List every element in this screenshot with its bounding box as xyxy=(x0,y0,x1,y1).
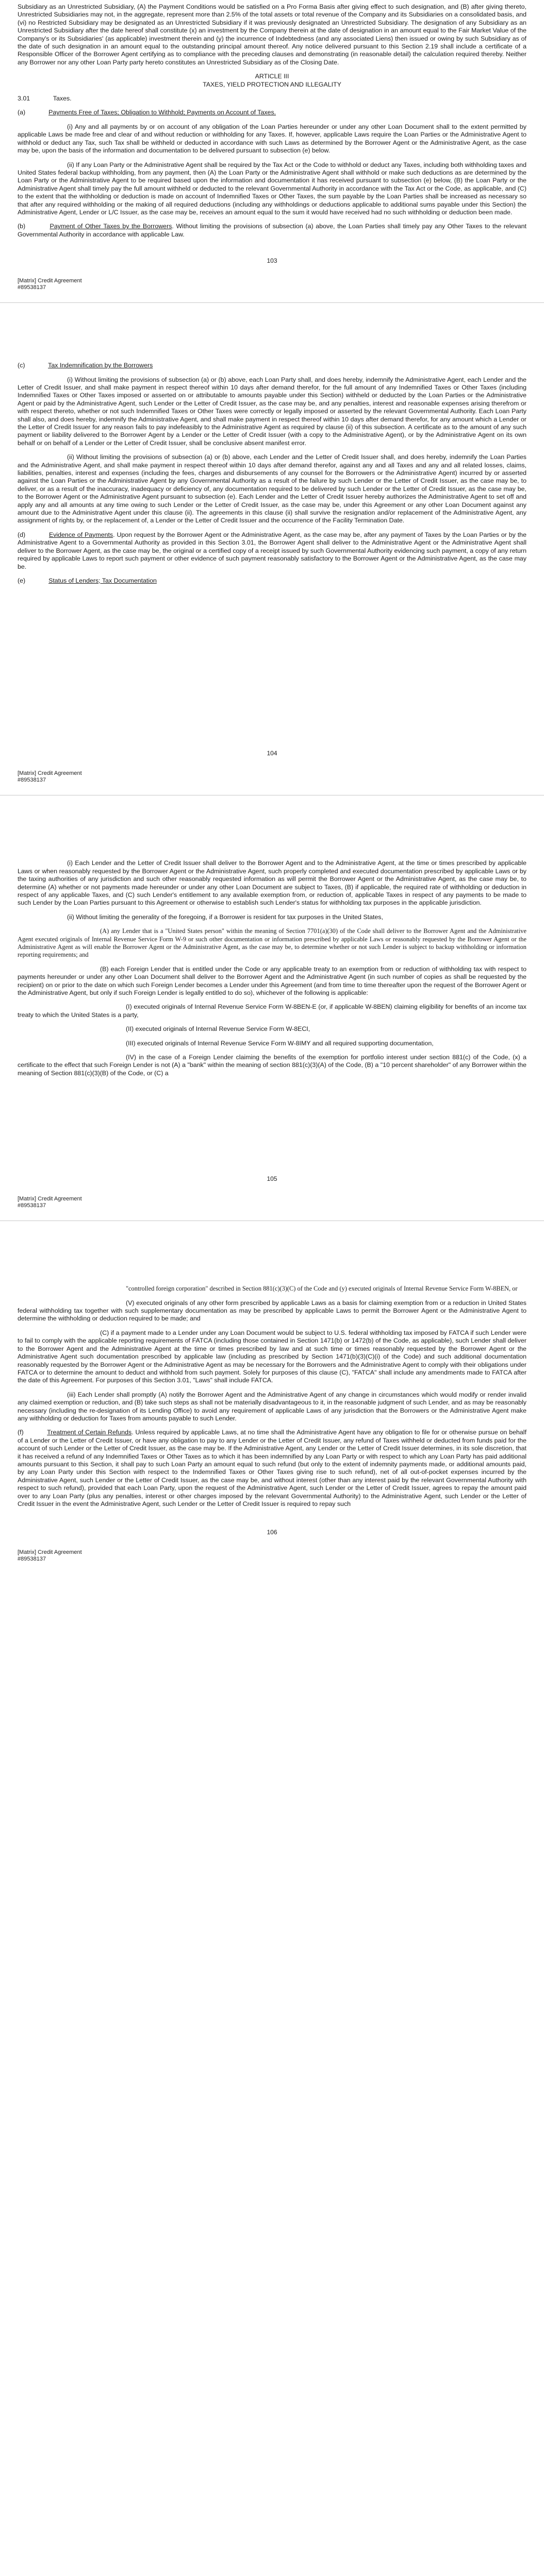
clause-e-ii-c: (C) if a payment made to a Lender under any Loan Document would be subject to U.S. federal withholding tax imposed by FATCA if such Lender were to fail to comply with the applicable reporting requirements of FATCA (including those contained in Section 1471(b) or 1472(b) of the Code, as applicable), such Lender shall deliver to the Borrower Agent and the Administrative Agent at the time or times prescribed by law and at such time or times reasonably requested by the Borrower Agent or the Administrative Agent such documentation prescribed by applicable law (including as prescribed by Section 1471(b)(3)(C)(i) of the Code) and such additional documentation reasonably requested by the Borrower Agent or the Administrative Agent as may be necessary for the Borrowers and the Administrative Agent to comply with their obligations under FATCA or to determine the amount to deduct and withhold from such payment. Solely for purposes of this clause (C), "FATCA" shall include any amendments made to FATCA after the date of this Agreement. For purposes of this Section 3.01, "Laws" shall include FATCA. xyxy=(18,1329,526,1384)
page-break xyxy=(0,302,544,303)
subsection-d-text: . Upon request by the Borrower Agent or the Administrative Agent, as the case may be, after any payment of Taxes by the Loan Parties or by the Administrative Agent to a Governmental Authority as provided in this Section 3.01, the Borrower Agent shall deliver to the Administrative Agent or the Administrative Agent shall deliver to the Borrower Agent, as the case may be, the original or a certified copy of a receipt issued by such Governmental Authority evidencing such payment, a copy of any return required by applicable Laws to report such payment or other evidence of such payment reasonably satisfactory to the Borrower Agent or the Administrative Agent, as the case may be. xyxy=(18,531,526,570)
subsection-d xyxy=(18,531,526,571)
subsection-f-text: . Unless required by applicable Laws, at no time shall the Administrative Agent have any obligation to file for or otherwise pursue on behalf of a Lender or the Letter of Credit Issuer, or have any obligation to pay to any Lender or the Letter of Credit Issuer, any refund of Taxes withheld or deducted from funds paid for the account of such Lender or the Letter of Credit Issuer, as the case may be. If the Administrative Agent, any Lender or the Letter of Credit Issuer determines, in its sole discretion, that it has received a refund of any Indemnified Taxes or Other Taxes as to which it has been indemnified by any Loan Party or with respect to which any Loan Party has paid additional amounts pursuant to this Section, it shall pay to such Loan Party an amount equal to such refund (but only to the extent of indemnity payments made, or additional amounts paid, by any Loan Party under this Section with respect to the Indemnified Taxes or Other Taxes giving rise to such refund), net of all out-of-pocket expenses incurred by the Administrative Agent, such Lender or the Letter of Credit Issuer, as the case may be, and without interest (other than any interest paid by the relevant Governmental Authority with respect to such refund), provided that each Loan Party, upon the request of the Administrative Agent, such Lender or the Letter of Credit Issuer, agrees to repay the amount paid over to any Loan Party (plus any penalties, interest or other charges imposed by the relevant Governmental Authority) to the Administrative Agent, such Lender or the Letter of Credit Issuer in the event the Administrative Agent, such Lender or the Letter of Credit Issuer is required to repay such xyxy=(18,1429,527,1507)
clause-e-ii: (ii) Without limiting the generality of the foregoing, if a Borrower is resident for tax purposes in the United States, xyxy=(67,913,383,921)
subsection-a-title: Payments Free of Taxes; Obligation to Withhold; Payments on Account of Taxes. xyxy=(48,109,276,116)
page-footer xyxy=(18,1549,526,1563)
subsection-f-title: Treatment of Certain Refunds xyxy=(47,1429,132,1436)
subsection-b-title: Payment of Other Taxes by the Borrowers xyxy=(50,223,172,230)
clause-e-i: (i) Each Lender and the Letter of Credit Issuer shall deliver to the Borrower Agent and to the Administrative Agent, at the time or times prescribed by applicable Laws or when reasonably requested by the Borrower Agent or the Administrative Agent, such properly completed and executed documentation prescribed by applicable Laws or by the taxing authorities of any jurisdiction and such other reasonably requested information as will permit the Borrower Agent or the Administrative Agent, as the case may be, to determine (A) whether or not payments made hereunder or under any other Loan Document are subject to Taxes, (B) if applicable, the required rate of withholding or deduction in respect of any applicable Taxes, and (C) such Lender's entitlement to any available exemption from, or reduction of, applicable Taxes in respect of any payments to be made to such Lender by the Loan Parties pursuant to this Agreement or otherwise to establish such Lender's status for withholding tax purposes in the applicable jurisdiction. xyxy=(18,859,526,907)
subsection-f xyxy=(18,1429,526,1508)
subsection-b xyxy=(18,223,526,239)
article-heading: ARTICLE III xyxy=(255,73,289,80)
subsection-e-title: Status of Lenders; Tax Documentation xyxy=(48,577,157,584)
subsection-a-heading xyxy=(18,109,526,116)
subsection-f-label: (f) xyxy=(18,1429,24,1436)
paragraph-unrestricted-subsidiary: Subsidiary as an Unrestricted Subsidiary, (A) the Payment Conditions would be satisfied on a Pro Forma Basis after giving effect to such designation, and (B) after giving thereto, Unrestricted Subsidiaries may not, in the aggregate, represent more than 2.5% of the total assets or total revenue of the Company and its Subsidiaries on a consolidated basis, and (vi) no Restricted Subsidiary may be designated as an Unrestricted Subsidiary if it was previously designated an Unrestricted Subsidiary. The designation of any Subsidiary as an Unrestricted Subsidiary after the date hereof shall constitute (x) an investment by the Company therein at the date of designation in an amount equal to the Fair Market Value of the Company's or its Subsidiaries' (as applicable) investment therein and (y) the incurrence of Indebtedness (and any associated Liens) then issued or owing by such Subsidiary as of the date of such designation in an amount equal to the outstanding principal amount thereof. Any notice delivered pursuant to this Section 2.19 shall include a certificate of a Responsible Officer of the Borrower Agent certifying as to compliance with the preceding clauses and demonstrating (in reasonable detail) the calculation required thereby. Neither any Borrower nor any other Loan Party party hereto constitutes an Unrestricted Subsidiary as of the Closing Date. xyxy=(18,3,526,66)
clause-e-ii-b-iv-continued: "controlled foreign corporation" described in Section 881(c)(3)(C) of the Code and (y) executed originals of Internal Revenue Service Form W-8BEN, or xyxy=(126,1285,518,1293)
footer-doc-id: #89538137 xyxy=(18,1202,46,1209)
article-title: TAXES, YIELD PROTECTION AND ILLEGALITY xyxy=(203,80,341,88)
page-top-margin xyxy=(18,310,526,362)
page-top-margin xyxy=(18,803,526,859)
footer-doc-title: [Matrix] Credit Agreement xyxy=(18,1549,82,1556)
page-number: 104 xyxy=(267,750,277,757)
clause-e-ii-a: (A) any Lender that is a "United States person" within the meaning of Section 7701(a)(30) of the Code shall deliver to the Borrower Agent and the Administrative Agent executed originals of Internal Revenue Service Form W-9 or such other documentation or information prescribed by applicable Laws or reasonably requested by the Borrower Agent or the Administrative Agent as will enable the Borrower Agent or the Administrative Agent, as the case may be, to determine whether or not such Lender is subject to backup withholding or information reporting requirements; and xyxy=(18,927,526,959)
page-footer xyxy=(18,1196,526,1209)
clause-e-ii-b-iv: (IV) in the case of a Foreign Lender claiming the benefits of the exemption for portfolio interest under section 881(c) of the Code, (x) a certificate to the effect that such Foreign Lender is not (A) a "bank" within the meaning of section 881(c)(3)(A) of the Code, (B) a "10 percent shareholder" of any Borrower within the meaning of Section 881(c)(3)(B) of the Code, or (C) a xyxy=(18,1054,526,1077)
subsection-b-label: (b) xyxy=(18,223,26,230)
clause-e-ii-b-v: (V) executed originals of any other form prescribed by applicable Laws as a basis for claiming exemption from or a reduction in United States federal withholding tax together with such supplementary documentation as may be prescribed by applicable Laws to permit the Borrower Agent or the Administrative Agent to determine the withholding or deduction required to be made; and xyxy=(18,1299,526,1323)
footer-doc-title: [Matrix] Credit Agreement xyxy=(18,278,82,284)
clause-c-i: (i) Without limiting the provisions of subsection (a) or (b) above, each Loan Party shall, and does hereby, indemnify the Administrative Agent, each Lender and the Letter of Credit Issuer, and shall make payment in respect thereof within 10 days after demand therefor, for the full amount of any Indemnified Taxes or Other Taxes (including Indemnified Taxes or Other Taxes imposed or asserted on or attributable to amounts payable under this Section) withheld or deducted by the Loan Parties or the Administrative Agent or paid by the Administrative Agent, such Lender or the Letter of Credit Issuer, as the case may be, and any penalties, interest and reasonable expenses arising therefrom or with respect thereto, whether or not such Indemnified Taxes or Other Taxes were correctly or legally imposed or asserted by the relevant Governmental Authority. Each Loan Party shall also, and does hereby, indemnify the Administrative Agent, and shall make payment in respect thereof within 10 days after demand therefor, for any amount which a Lender or the Letter of Credit Issuer for any reason fails to pay indefeasibly to the Administrative Agent as required by clause (ii) of this subsection. A certificate as to the amount of any such payment or liability delivered to the Borrower Agent by a Lender or the Letter of Credit Issuer (with a copy to the Administrative Agent), or by the Administrative Agent on its own behalf or on behalf of a Lender or the Letter of Credit Issuer, shall be conclusive absent manifest error. xyxy=(18,376,526,447)
clause-e-ii-b-i: (I) executed originals of Internal Revenue Service Form W-8BEN-E (or, if applicable W-8BEN) claiming eligibility for benefits of an income tax treaty to which the United States is a party, xyxy=(18,1003,526,1019)
footer-doc-id: #89538137 xyxy=(18,777,46,784)
page-top-margin xyxy=(18,1228,526,1285)
page-number: 103 xyxy=(267,257,277,265)
footer-doc-title: [Matrix] Credit Agreement xyxy=(18,770,82,777)
subsection-c-heading xyxy=(18,362,526,369)
section-number: 3.01 xyxy=(18,95,30,103)
section-title: Taxes. xyxy=(53,95,72,103)
clause-e-ii-b: (B) each Foreign Lender that is entitled under the Code or any applicable treaty to an exemption from or reduction of withholding tax with respect to payments hereunder or under any other Loan Document shall deliver to the Borrower Agent and the Administrative Agent (in such number of copies as shall be requested by the recipient) on or prior to the date on which such Foreign Lender becomes a Lender under this Agreement (and from time to time thereafter upon the request of the Borrower Agent or the Administrative Agent, but only if such Foreign Lender is legally entitled to do so), whichever of the following is applicable: xyxy=(18,965,526,996)
subsection-c-title: Tax Indemnification by the Borrowers xyxy=(48,362,153,369)
page-footer xyxy=(18,770,526,784)
subsection-d-title: Evidence of Payments xyxy=(48,531,113,538)
clause-e-ii-b-iii: (III) executed originals of Internal Revenue Service Form W-8IMY and all required supporting documentation, xyxy=(126,1039,434,1047)
subsection-a-label: (a) xyxy=(18,109,26,116)
subsection-e-label: (e) xyxy=(18,577,26,584)
subsection-b-text: . Without limiting the provisions of subsection (a) above, the Loan Parties shall timely pay any Other Taxes to the relevant Governmental Authority in accordance with applicable Law. xyxy=(18,223,526,238)
subsection-e-heading xyxy=(18,577,526,585)
subsection-c-label: (c) xyxy=(18,362,25,369)
footer-doc-title: [Matrix] Credit Agreement xyxy=(18,1196,82,1202)
footer-doc-id: #89538137 xyxy=(18,284,46,291)
clause-a-i: (i) Any and all payments by or on account of any obligation of the Loan Parties hereunder or under any other Loan Document shall to the extent permitted by applicable Laws be made free and clear of and without reduction or withholding for any Taxes. If, however, applicable Laws require the Loan Parties or the Administrative Agent to withhold or deduct any Tax, such Tax shall be withheld or deducted in accordance with such Laws as determined by the Borrower Agent or the Administrative Agent, as the case may be, upon the basis of the information and documentation to be delivered pursuant to subsection (e) below. xyxy=(18,123,526,155)
page-footer xyxy=(18,278,526,291)
clause-c-ii: (ii) Without limiting the provisions of subsection (a) or (b) above, each Lender and the Letter of Credit Issuer shall, and does hereby, indemnify the Loan Parties and the Administrative Agent, and shall make payment in respect thereof within 10 days after demand therefor, against any and all Taxes and any and all related losses, claims, liabilities, penalties, interest and expenses (including the fees, charges and disbursements of any counsel for the Borrowers or the Administrative Agent) incurred by or asserted against the Loan Parties or the Administrative Agent by any Governmental Authority as a result of the failure by such Lender or the Letter of Credit Issuer, as the case may be, to deliver, or as a result of the inaccuracy, inadequacy or deficiency of, any documentation required to be delivered by such Lender or the Letter of Credit Issuer, as the case may be, to the Borrower Agent or the Administrative Agent pursuant to subsection (e). Each Lender and the Letter of Credit Issuer hereby authorizes the Administrative Agent to set off and apply any and all amounts at any time owing to such Lender or the Letter of Credit Issuer, as the case may be, under this Agreement or any other Loan Document against any amount due to the Administrative Agent under this clause (ii). The agreements in this clause (ii) shall survive the resignation and/or replacement of the Administrative Agent, any assignment of rights by, or the replacement of, a Lender or the Letter of Credit Issuer and the occurrence of the Facility Termination Date. xyxy=(18,453,526,524)
section-3-01-heading xyxy=(18,95,526,103)
clause-e-ii-b-ii: (II) executed originals of Internal Revenue Service Form W-8ECI, xyxy=(126,1025,310,1033)
page-number: 105 xyxy=(267,1175,277,1183)
clause-a-ii: (ii) If any Loan Party or the Administrative Agent shall be required by the Tax Act or the Code to withhold or deduct any Taxes, including both withholding taxes and United States federal backup withholding, from any payment, then (A) the Loan Party or the Administrative Agent shall withhold or make such deductions as are determined by the Loan Party or the Administrative Agent to be required based upon the information and documentation it has received pursuant to subsection (e) below, (B) the Loan Party or the Administrative Agent shall timely pay the full amount withheld or deducted to the relevant Governmental Authority in accordance with the Tax Act or the Code, as applicable, and (C) to the extent that the withholding or deduction is made on account of Indemnified Taxes or Other Taxes, the sum payable by the Loan Parties shall be increased as necessary so that after any required withholding or the making of all required deductions (including any withholdings or deductions applicable to additional sums payable under this Section) the Administrative Agent, Lender or L/C Issuer, as the case may be, receives an amount equal to the sum it would have received had no such withholding or deduction been made. xyxy=(18,161,526,216)
clause-e-iii: (iii) Each Lender shall promptly (A) notify the Borrower Agent and the Administrative Agent of any change in circumstances which would modify or render invalid any claimed exemption or reduction, and (B) take such steps as shall not be materially disadvantageous to it, in the reasonable judgment of such Lender, and as may be reasonably necessary (including the re-designation of its Lending Office) to avoid any requirement of applicable Laws of any jurisdiction that the Borrowers or the Administrative Agent make any withholding or deduction for Taxes from amounts payable to such Lender. xyxy=(18,1391,526,1422)
page-number: 106 xyxy=(267,1529,277,1536)
footer-doc-id: #89538137 xyxy=(18,1556,46,1563)
subsection-d-label: (d) xyxy=(18,531,26,538)
